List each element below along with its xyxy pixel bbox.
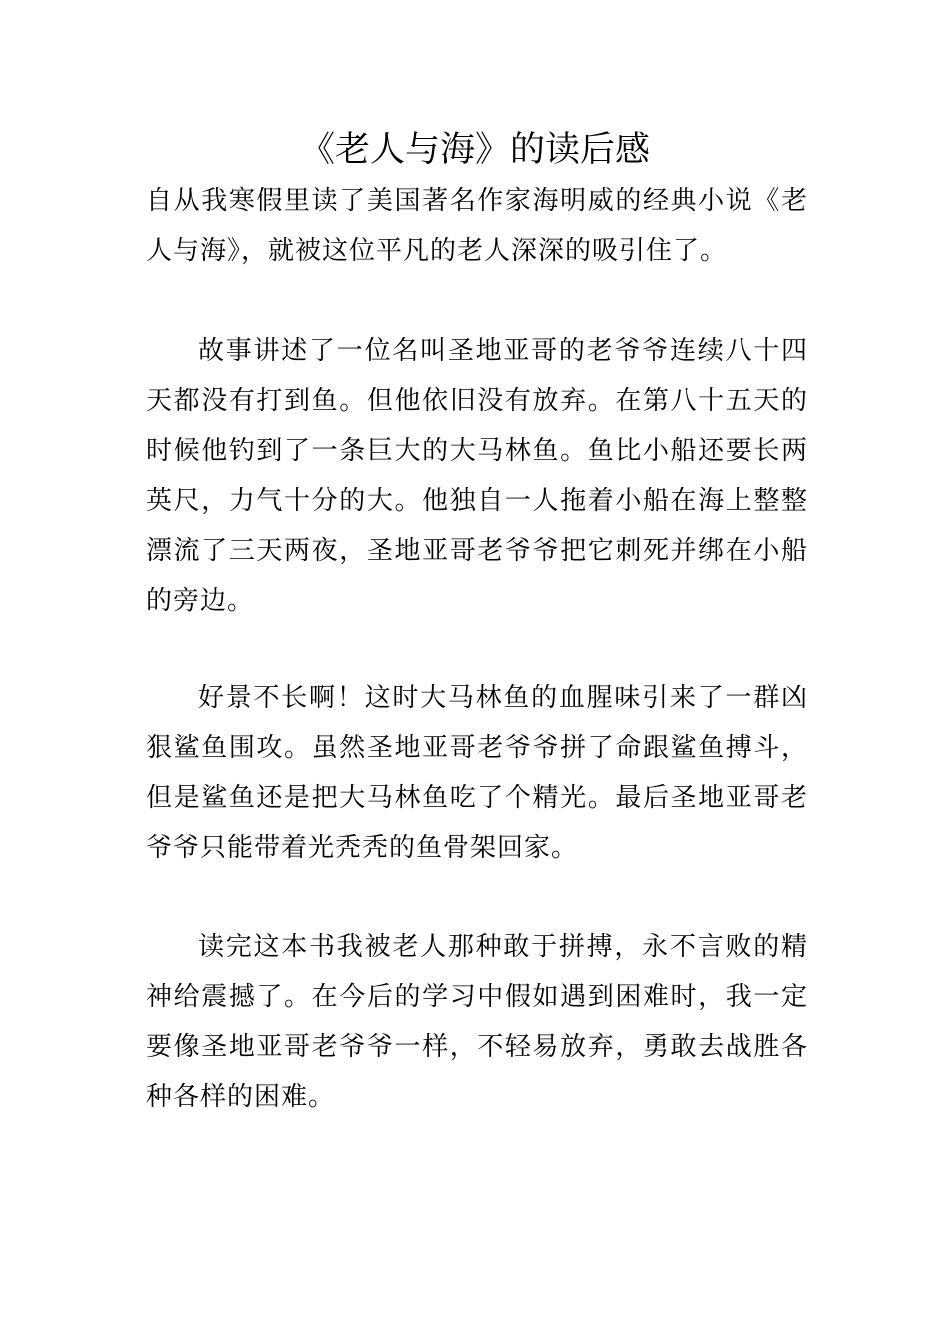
paragraph-reflection: 读完这本书我被老人那种敢于拼搏，永不言败的精神给震撼了。在今后的学习中假如遇到困难时，我一定要像圣地亚哥老爷爷一样，不轻易放弃，勇敢去战胜各种各样的困难。 <box>146 932 808 1112</box>
page-title: 《老人与海》的读后感 <box>299 130 650 170</box>
paragraph-story: 故事讲述了一位名叫圣地亚哥的老爷爷连续八十四天都没有打到鱼。但他依旧没有放弃。在第八十五天的时候他钓到了一条巨大的大马林鱼。鱼比小船还要长两英尺，力气十分的大。他独自一人拖着小船在海上整整漂流了三天两夜，圣地亚哥老爷爷把它刺死并绑在小船的旁边。 <box>146 336 808 616</box>
paragraph-intro: 自从我寒假里读了美国著名作家海明威的经典小说《老人与海》，就被这位平凡的老人深深的吸引住了。 <box>146 186 808 266</box>
paragraph-sharks: 好景不长啊！这时大马林鱼的血腥味引来了一群凶狠鲨鱼围攻。虽然圣地亚哥老爷爷拼了命跟鲨鱼搏斗，但是鲨鱼还是把大马林鱼吃了个精光。最后圣地亚哥老爷爷只能带着光秃秃的鱼骨架回家。 <box>146 683 808 863</box>
